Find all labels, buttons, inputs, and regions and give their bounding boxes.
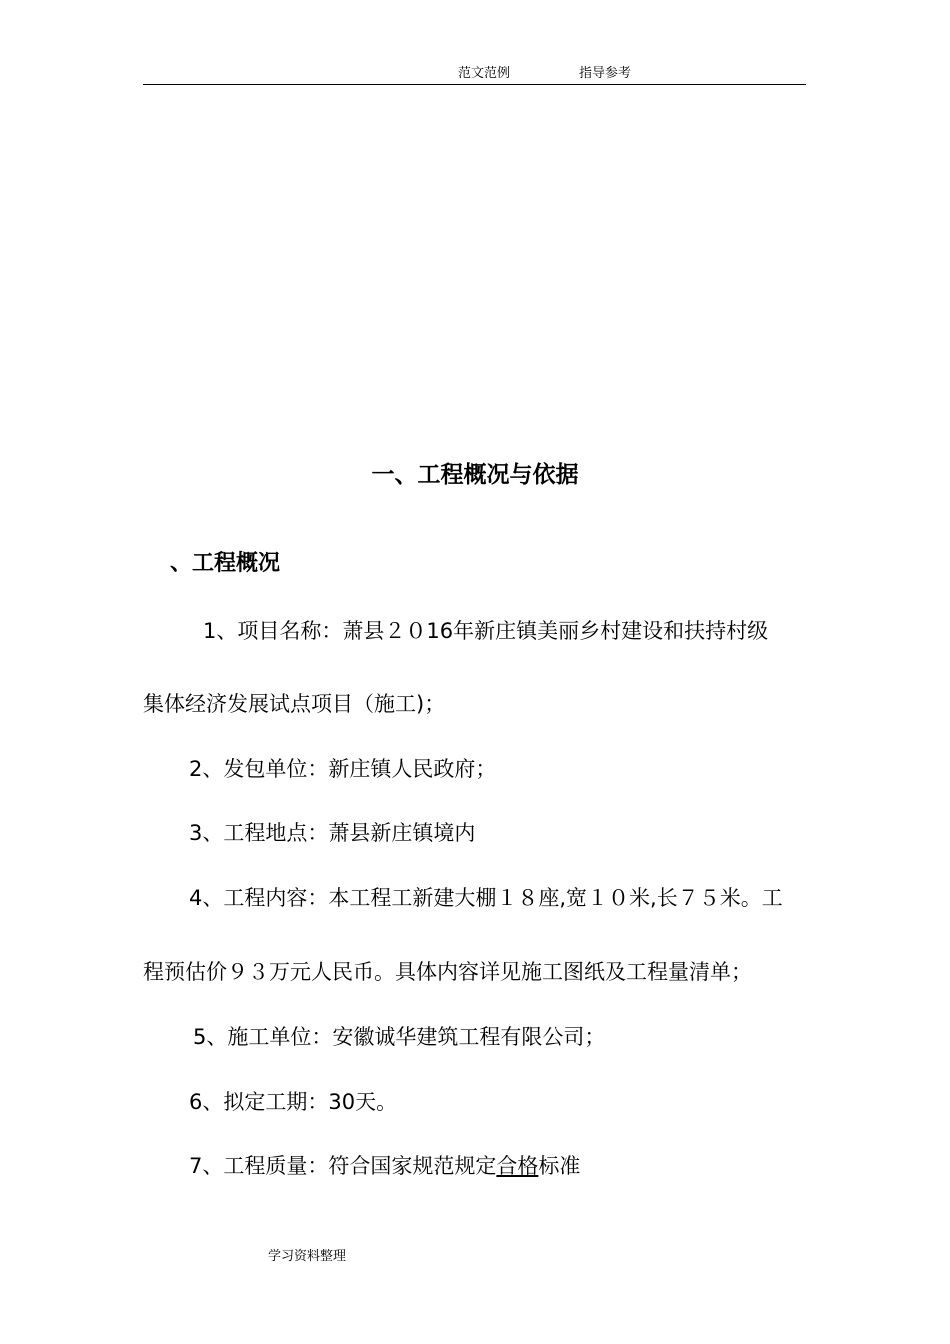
section-title: 一、工程概况与依据 — [371, 462, 579, 488]
header-left-text: 范文范例 — [458, 66, 511, 81]
item-4-line-1: 4、工程内容：本工程工新建大棚１８座,宽１０米,长７５米。工 — [189, 886, 783, 910]
item-7-underlined: 合格 — [496, 1154, 539, 1178]
item-2: 2、发包单位：新庄镇人民政府； — [189, 757, 497, 781]
item-4-line-2: 程预估价９３万元人民币。具体内容详见施工图纸及工程量清单； — [143, 960, 752, 984]
header-right-text: 指导参考 — [579, 66, 632, 81]
item-7 — [189, 1151, 580, 1181]
item-7-suffix: 标准 — [538, 1154, 581, 1178]
subsection-title: 、工程概况 — [170, 551, 281, 576]
item-1-line-1: 1、项目名称：萧县２０16年新庄镇美丽乡村建设和扶持村级 — [203, 619, 769, 643]
item-6: 6、拟定工期：30天。 — [189, 1090, 398, 1114]
page-footer: 学习资料整理 — [268, 1249, 347, 1264]
page-header — [143, 64, 806, 85]
item-5: 5、施工单位：安徽诚华建筑工程有限公司； — [193, 1025, 606, 1049]
item-3: 3、工程地点：萧县新庄镇境内 — [189, 821, 476, 845]
item-1-line-2: 集体经济发展试点项目（施工)； — [143, 692, 446, 716]
item-7-prefix: 7、工程质量：符合国家规范规定 — [189, 1154, 497, 1178]
